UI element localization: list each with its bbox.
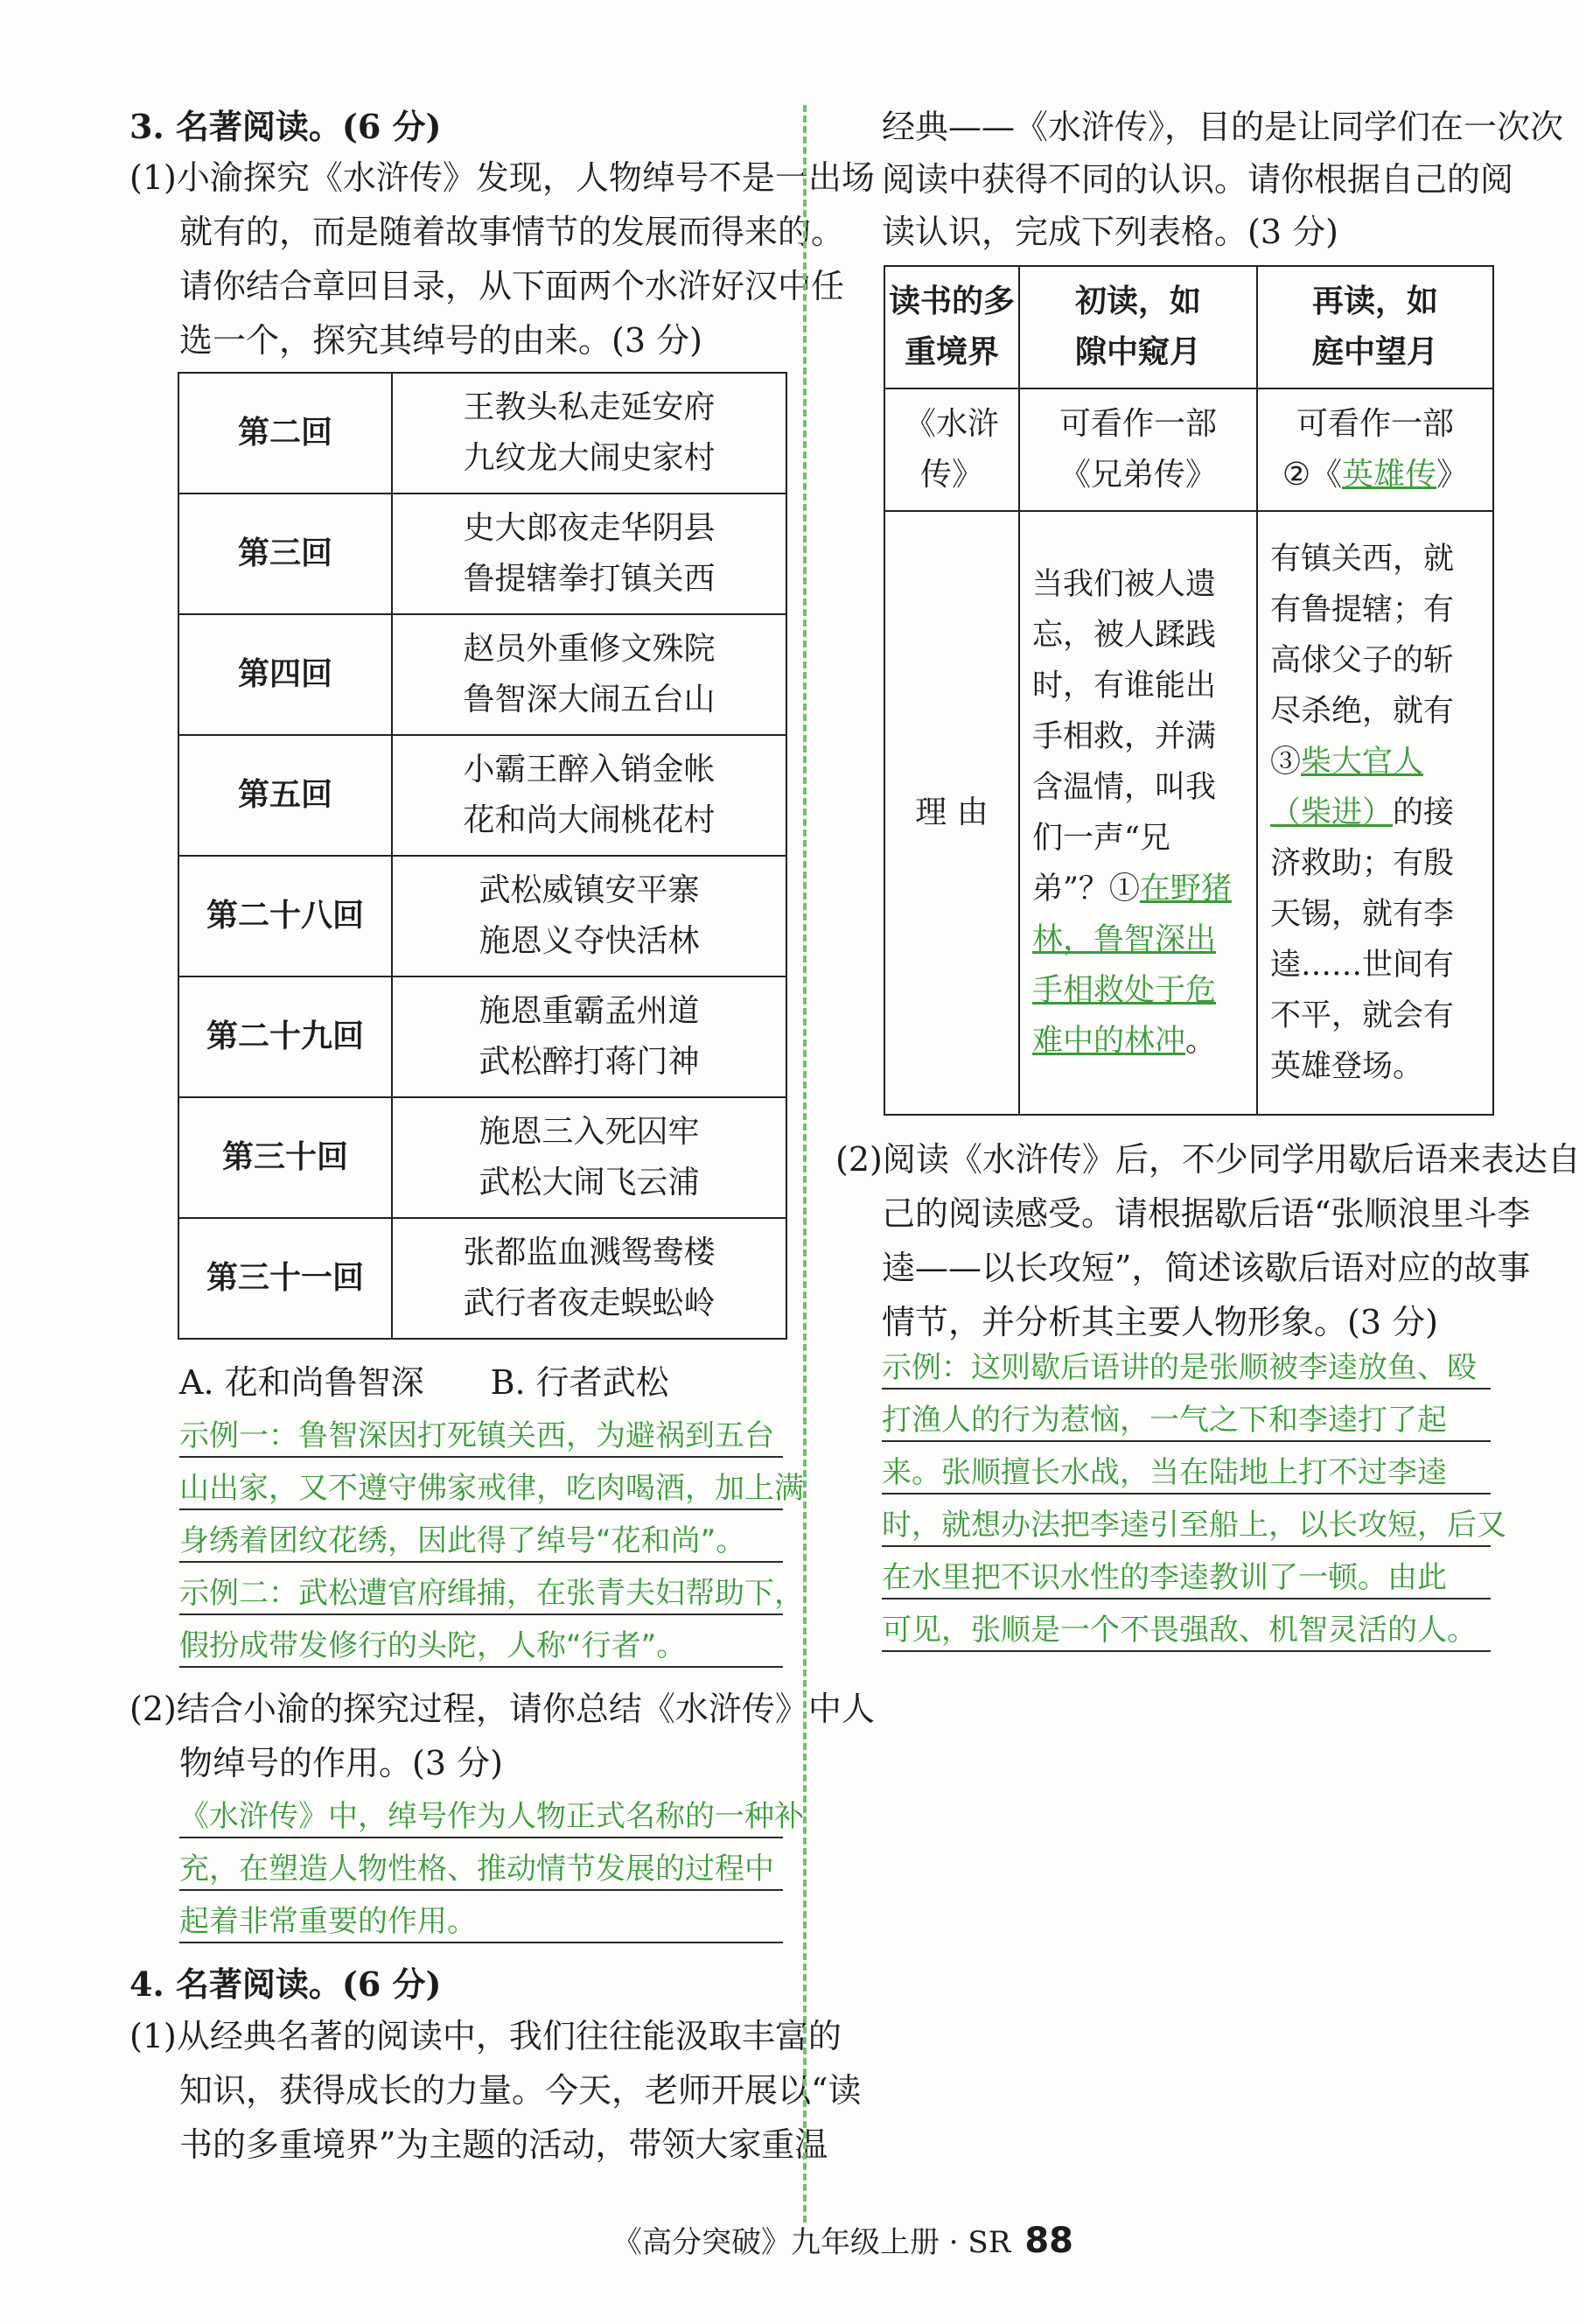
- chapter-num: 第四回: [178, 614, 392, 735]
- chapter-title-line: 施恩义夺快活林: [479, 923, 700, 959]
- reason-cell: [1257, 511, 1493, 1115]
- answer-line: 示例：这则歇后语讲的是张顺被李逵放鱼、殴: [882, 1348, 1491, 1390]
- page-footer: [612, 2218, 1073, 2261]
- cell-line: 可看作一部: [1058, 406, 1217, 442]
- table-row: [178, 1097, 786, 1218]
- table-row: [884, 266, 1493, 388]
- chapter-titles: [392, 856, 786, 976]
- header-line: 庭中望月: [1311, 334, 1438, 370]
- chapter-titles: [392, 373, 786, 494]
- answer-blank: 英雄传: [1342, 457, 1437, 493]
- chapter-num: 第三十一回: [178, 1218, 392, 1339]
- header-line: 初读，如: [1074, 284, 1201, 319]
- chapter-table: [178, 372, 787, 1340]
- reading-table: [884, 265, 1494, 1116]
- cell-line: [1259, 450, 1492, 500]
- chapter-title-line: 花和尚大闹桃花村: [463, 802, 716, 838]
- q4-title: 4. 名著阅读。(6 分): [129, 1964, 442, 2004]
- header-line: 再读，如: [1311, 284, 1438, 319]
- chapter-titles: [392, 614, 786, 735]
- chapter-num: 第二回: [178, 373, 392, 494]
- chapter-num: 第二十九回: [178, 976, 392, 1097]
- q3-p2-line: (2)结合小渝的探究过程，请你总结《水浒传》中人: [129, 1690, 875, 1728]
- chapter-title-line: 张都监血溅鸳鸯楼: [463, 1235, 716, 1270]
- q4-p1-line: (1)从经典名著的阅读中，我们往往能汲取丰富的: [129, 2017, 842, 2055]
- header-cell: [1257, 266, 1493, 388]
- header-cell: [884, 266, 1019, 388]
- answer-line: 打渔人的行为惹恼，一气之下和李逵打了起: [882, 1400, 1491, 1442]
- chapter-title-line: 武松威镇安平寨: [479, 872, 700, 908]
- answer-line: 来。张顺擅长水战，当在陆地上打不过李逵: [882, 1452, 1491, 1494]
- row-label: 理 由: [884, 511, 1019, 1115]
- table-row: [178, 856, 786, 976]
- table-row: [178, 976, 786, 1097]
- answer-line: 示例二：武松遭官府缉捕，在张青夫妇帮助下，: [179, 1573, 783, 1615]
- chapter-titles: [392, 494, 786, 614]
- table-row: [178, 373, 786, 494]
- reason-text: 的接济救助；有殷天锡，就有李逵……世间有不平，就会有英雄登场。: [1270, 795, 1455, 1084]
- q4-p2-line: (2)阅读《水浒传》后，不少同学用歇后语来表达自: [835, 1140, 1581, 1179]
- answer-line: 可见，张顺是一个不畏强敌、机智灵活的人。: [882, 1610, 1491, 1652]
- header-line: 读书的多: [888, 284, 1015, 319]
- answer-line: 充，在塑造人物性格、推动情节发展的过程中: [179, 1849, 783, 1891]
- chapter-title-line: 鲁智深大闹五台山: [463, 682, 716, 718]
- chapter-title-line: 武松大闹飞云浦: [479, 1165, 700, 1200]
- table-row: [178, 1218, 786, 1339]
- q3-p1-line: 选一个，探究其绰号的由来。(3 分): [179, 321, 702, 360]
- q4-p2-line: 己的阅读感受。请根据歇后语“张顺浪里斗李: [882, 1194, 1531, 1233]
- table-row: [884, 511, 1493, 1115]
- q4-p2-line: 逵——以长攻短”，简述该歇后语对应的故事: [882, 1249, 1531, 1287]
- chapter-num: 第三回: [178, 494, 392, 614]
- reason-text: 当我们被人遗忘，被人蹂践时，有谁能出手相救，并满含温情，叫我们一声“兄弟”？①: [1032, 567, 1217, 906]
- table-row: [884, 388, 1493, 511]
- answer-blank: 在野猪林，鲁智深出手相救处于危难中的林冲: [1032, 872, 1232, 1059]
- q3-options: A. 花和尚鲁智深 B. 行者武松: [179, 1363, 669, 1402]
- table-row: [178, 735, 786, 856]
- chapter-titles: [392, 1097, 786, 1218]
- reason-cell: [1019, 511, 1257, 1115]
- blank-suffix: 》: [1436, 457, 1469, 493]
- blank-prefix: ②《: [1282, 457, 1343, 493]
- q4-cont-line: 阅读中获得不同的认识。请你根据自己的阅: [882, 160, 1514, 199]
- header-line: 隙中窥月: [1074, 334, 1201, 370]
- chapter-titles: [392, 976, 786, 1097]
- cell-line: 《兄弟传》: [1058, 457, 1217, 493]
- chapter-titles: [392, 1218, 786, 1339]
- header-line: 重境界: [904, 334, 999, 370]
- header-cell: [1019, 266, 1257, 388]
- reason-end: 。: [1185, 1024, 1217, 1059]
- chapter-title-line: 施恩重霸孟州道: [479, 993, 700, 1029]
- answer-blank: 柴大官人（柴进）: [1270, 745, 1424, 830]
- answer-line: 时，就想办法把李逵引至船上，以长攻短，后又: [882, 1505, 1491, 1547]
- answer-line: 起着非常重要的作用。: [179, 1901, 783, 1943]
- answer-line: 在水里把不识水性的李逵教训了一顿。由此: [882, 1558, 1491, 1600]
- table-row: [178, 494, 786, 614]
- chapter-title-line: 武松醉打蒋门神: [479, 1044, 700, 1080]
- answer-line: 山出家，又不遵守佛家戒律，吃肉喝酒，加上满: [179, 1468, 783, 1510]
- q3-p1-line: 请你结合章回目录，从下面两个水浒好汉中任: [179, 267, 845, 305]
- q4-p1-line: 知识，获得成长的力量。今天，老师开展以“读: [179, 2071, 862, 2110]
- book-title: 《高分突破》九年级上册 · SR: [612, 2225, 1011, 2260]
- answer-line: 《水浒传》中，绰号作为人物正式名称的一种补: [179, 1796, 783, 1838]
- q4-p1-line: 书的多重境界”为主题的活动，带领大家重温: [179, 2125, 828, 2164]
- chapter-num: 第五回: [178, 735, 392, 856]
- chapter-title-line: 鲁提辖拳打镇关西: [463, 561, 716, 597]
- answer-line: 身绣着团纹花绣，因此得了绰号“花和尚”。: [179, 1521, 783, 1563]
- cell: [1257, 388, 1493, 511]
- chapter-title-line: 赵员外重修文殊院: [463, 631, 716, 667]
- q3-p1-line: (1)小渝探究《水浒传》发现，人物绰号不是一出场: [129, 158, 875, 197]
- column-divider: [803, 105, 807, 2222]
- q4-p2-line: 情节，并分析其主要人物形象。(3 分): [882, 1303, 1438, 1341]
- chapter-num: 第二十八回: [178, 856, 392, 976]
- chapter-num: 第三十回: [178, 1097, 392, 1218]
- q3-title: 3. 名著阅读。(6 分): [129, 107, 442, 146]
- table-row: [178, 614, 786, 735]
- answer-line: 示例一：鲁智深因打死镇关西，为避祸到五台: [179, 1416, 783, 1458]
- chapter-title-line: 王教头私走延安府: [463, 389, 716, 425]
- chapter-title-line: 武行者夜走蜈蚣岭: [463, 1285, 716, 1321]
- reason-text: 有镇关西，就有鲁提辖；有高俅父子的斩尽杀绝，就有③: [1270, 542, 1455, 780]
- cell: [1019, 388, 1257, 511]
- chapter-title-line: 史大郎夜走华阴县: [463, 510, 716, 546]
- page-number: 88: [1024, 2221, 1073, 2261]
- q4-cont-line: 经典——《水浒传》，目的是让同学们在一次次: [882, 108, 1564, 146]
- chapter-title-line: 施恩三入死囚牢: [479, 1114, 700, 1150]
- chapter-title-line: 九纹龙大闹史家村: [463, 440, 716, 476]
- row-label: 《水浒传》: [884, 388, 1019, 511]
- answer-line: 假扮成带发修行的头陀，人称“行者”。: [179, 1626, 783, 1668]
- q3-p2-line: 物绰号的作用。(3 分): [179, 1744, 503, 1782]
- q3-p1-line: 就有的，而是随着故事情节的发展而得来的。: [179, 213, 845, 251]
- chapter-titles: [392, 735, 786, 856]
- chapter-title-line: 小霸王醉入销金帐: [463, 752, 716, 788]
- cell-line: 可看作一部: [1296, 406, 1454, 442]
- q4-cont-line: 读认识，完成下列表格。(3 分): [882, 213, 1338, 251]
